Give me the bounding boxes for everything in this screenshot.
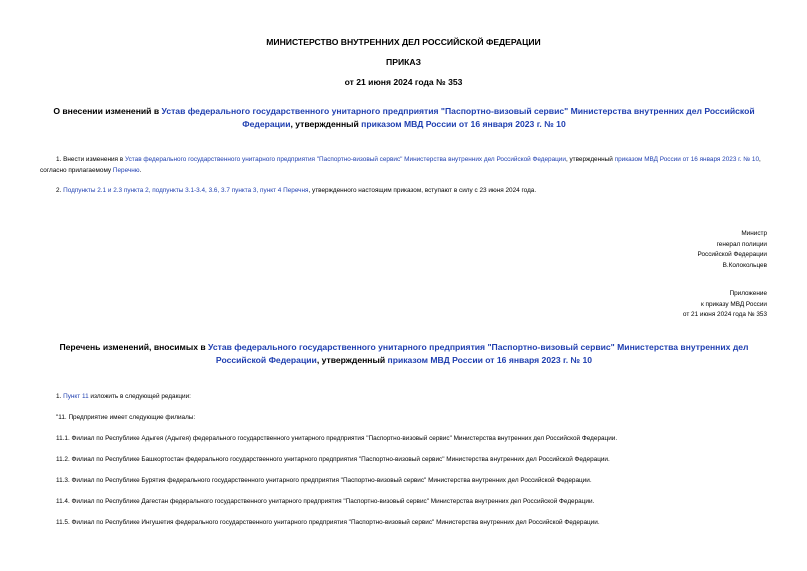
list-item: 11.4. Филиал по Республике Дагестан федерального государственного унитарного предприятия "Паспортно-визовый сервис" Министерства внутренних дел Российской Федерации. bbox=[56, 498, 595, 505]
signer-rank: генерал полиции bbox=[716, 240, 767, 248]
point-11-link[interactable]: Пункт 11 bbox=[63, 393, 89, 400]
list-item-text: 1. bbox=[56, 393, 64, 400]
appendix-label: Приложение bbox=[729, 290, 767, 297]
appendix-order: к приказу МВД России bbox=[700, 300, 767, 308]
paragraph-2 bbox=[56, 186, 776, 197]
order-10-link[interactable]: приказом МВД России от 16 января 2023 г. № 10 bbox=[614, 156, 760, 163]
list-link[interactable]: Перечню bbox=[112, 166, 140, 174]
title-text: О внесении изменений в bbox=[53, 106, 162, 116]
signer-country: Российской Федерации bbox=[697, 251, 767, 258]
appendix-date: от 21 июня 2024 года № 353 bbox=[682, 311, 767, 318]
paragraph-text: . bbox=[139, 166, 142, 174]
title-text: , утвержденный bbox=[316, 354, 388, 365]
changes-list-title bbox=[34, 341, 774, 366]
charter-link[interactable]: Устав федерального государственного унитарного предприятия "Паспортно-визовый сервис" Министерства внутренних дел Российской Федерации bbox=[208, 342, 749, 365]
signer-name: В.Колокольцев bbox=[722, 261, 767, 269]
document-date-number: от 21 июня 2024 года № 353 bbox=[344, 77, 463, 87]
paragraph-text: , утвержденный bbox=[565, 156, 615, 163]
paragraph-text: 2. bbox=[56, 187, 64, 194]
appendix-reference bbox=[683, 289, 767, 321]
paragraph-1 bbox=[40, 155, 775, 176]
charter-link[interactable]: Устав федерального государственного унитарного предприятия "Паспортно-визовый сервис" Министерства внутренних дел Российской Федерации bbox=[161, 106, 755, 129]
order-10-link[interactable]: приказом МВД России от 16 января 2023 г. № 10 bbox=[361, 118, 566, 129]
title-text: , утвержденный bbox=[290, 118, 362, 129]
list-item-text: изложить в следующей редакции: bbox=[88, 393, 191, 400]
paragraph-text: 1. Внести изменения в bbox=[56, 156, 125, 163]
paragraph-text: , согласно прилагаемому bbox=[40, 156, 761, 174]
list-item: 11.2. Филиал по Республике Башкортостан федерального государственного унитарного предприятия "Паспортно-визовый сервис" Министерства внутренних дел Российской Федерации. bbox=[56, 456, 610, 463]
order-10-link[interactable]: приказом МВД России от 16 января 2023 г. № 10 bbox=[387, 354, 593, 365]
subparagraphs-link[interactable]: Подпункты 2.1 и 2.3 пункта 2, подпункты 3.1-3.4, 3.6, 3.7 пункта 3, пункт 4 Перечня bbox=[63, 187, 309, 194]
paragraph-text: , утвержденного настоящим приказом, вступают в силу с 23 июня 2024 года. bbox=[308, 187, 537, 194]
order-title bbox=[34, 105, 774, 130]
list-item: 11.3. Филиал по Республике Бурятия федерального государственного унитарного предприятия "Паспортно-визовый сервис" Министерства внутренних дел Российской Федерации. bbox=[56, 477, 592, 484]
ministry-heading: МИНИСТЕРСТВО ВНУТРЕННИХ ДЕЛ РОССИЙСКОЙ ФЕДЕРАЦИИ bbox=[266, 37, 541, 47]
charter-link[interactable]: Устав федерального государственного унитарного предприятия "Паспортно-визовый сервис" Министерства внутренних дел Российской Федерации bbox=[124, 156, 566, 163]
list-item: "11. Предприятие имеет следующие филиалы: bbox=[56, 414, 196, 421]
list-item bbox=[56, 392, 776, 402]
signature-block bbox=[698, 229, 768, 271]
list-item: 11.1. Филиал по Республике Адыгея (Адыгея) федерального государственного унитарного предприятия "Паспортно-визовый сервис" Министерства внутренних дел Российской Федерации. bbox=[56, 435, 618, 442]
title-text: Перечень изменений, вносимых в bbox=[59, 342, 209, 352]
list-item: 11.5. Филиал по Республике Ингушетия федерального государственного унитарного предприятия "Паспортно-визовый сервис" Министерства внутренних дел Российской Федерации. bbox=[56, 519, 600, 526]
signer-position: Министр bbox=[741, 230, 767, 237]
document-type: ПРИКАЗ bbox=[386, 57, 421, 67]
